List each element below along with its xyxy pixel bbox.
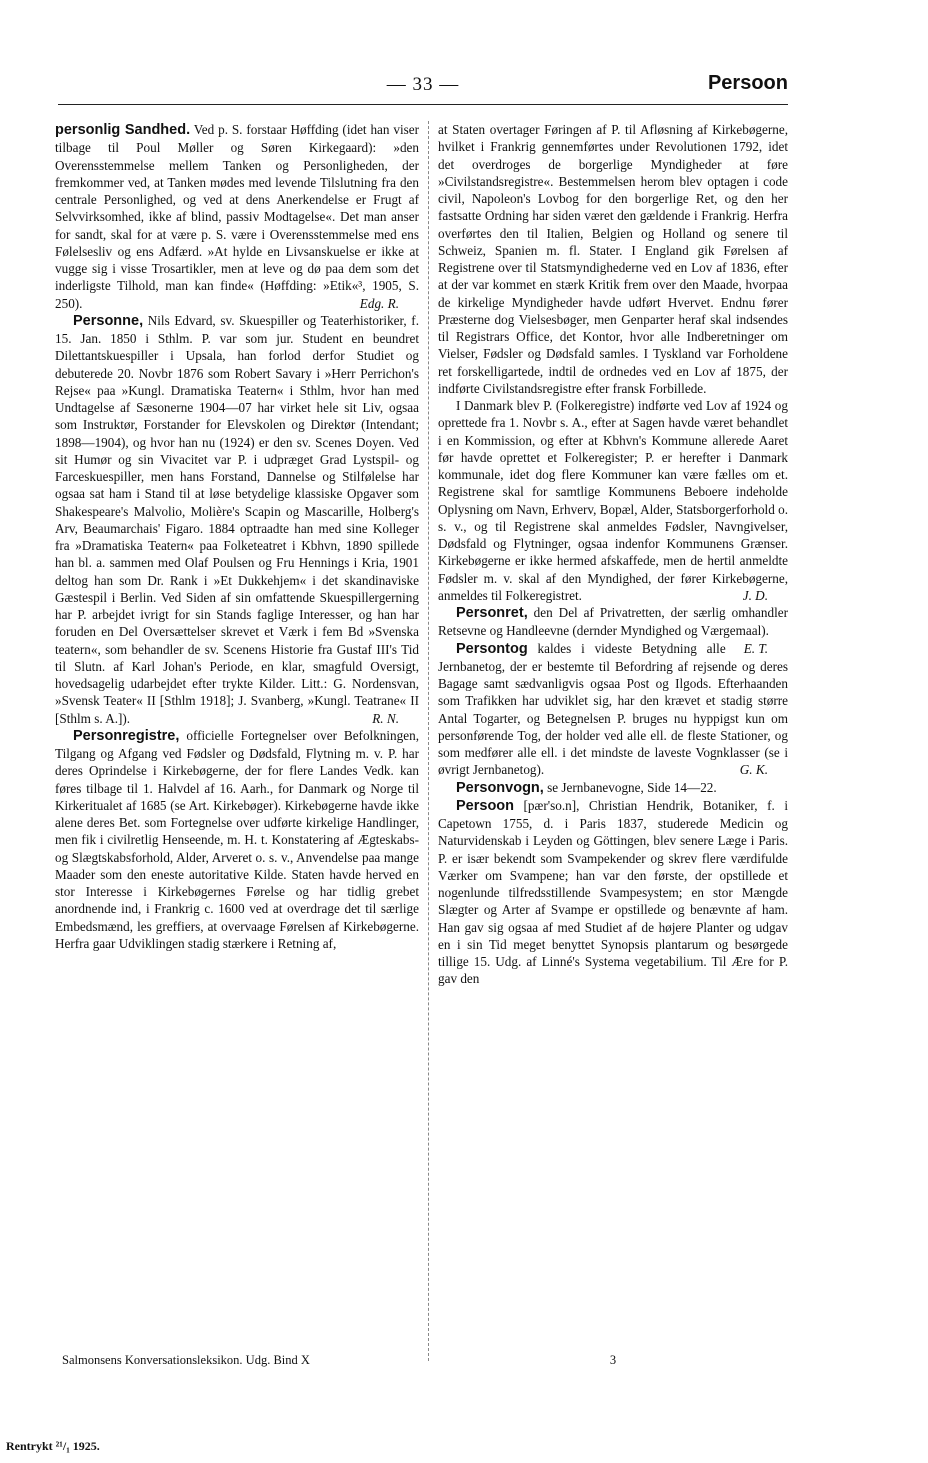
entry-headword: Personregistre,	[73, 727, 180, 744]
entry-text: officielle Fortegnelser over Befolkningen, Tilgang og Afgang ved Fødsler og Dødsfald, Flytning m. v. P. har deres Oprindelse i Kirkebøgerne, der for flere Landes Vedk. kan føres tilbage til 1. Halvdel af 16. Aarh., for Danmark og Norge til Kirkeritualet af 1685 (se Art. Kirkebøger). Kirkebøgerne havde ikke alene deres Bet. som Fortegnelse over udførte kirkelige Handlinger, men fik i civilretlig Henseende, m. H. t. Konstatering af Ægteskabs- og Slægtskabsforhold, Alder, Arveret o. s. v., Anvendelse paa mange Maader som den eneste autoritative Kilde. Staten havde herved en stor Interesse i Kirkebøgernes Førelse og har tidlig grebet anordnende ind, i Frankrig c. 1600 ved at overdrage det til særlige Embedsmænd, les greffiers, at overvaage Førelsen af Kirkebøgerne. Herfra gaar Udviklingen stadig stærkere i Retning af,	[55, 727, 419, 951]
entry-headword: Personret,	[456, 605, 528, 621]
publication-footer: Salmonsens Konversationsleksikon. Udg. Bind X	[62, 1353, 310, 1367]
entry-headword: personlig Sandhed.	[55, 122, 191, 138]
left-column	[55, 121, 419, 952]
entry-paragraph	[55, 121, 419, 312]
page-header	[58, 72, 788, 100]
entry-headword: Personne,	[73, 312, 144, 329]
entry-text: Ved p. S. forstaar Høffding (idet han viser tilbage til Poul Møller og Søren Kirkegaard): »den Overensstemmelse mellem Tanken og Personligheden, der fremkommer ved, at Tanken mødes med levende Tilslutning fra den centrale Personlighed, og ved at dens Anerkendelse er Frugt af Selvvirksomhed, ikke af blind, passiv Modtagelse«. Det man anser for sandt, skal for at være p. S. være i Overensstemmelse med ens Følelsesliv og ens Adfærd. »At hylde en Livsanskuelse er ikke at vugge sig i visse Trosartikler, men at leve og dø paa dem som det inderligste Tilhold, man kan finde« (Høffding: »Etik«³, 1905, S. 250).	[55, 122, 419, 311]
author-signature: J. D.	[742, 587, 768, 603]
author-signature: Edg. R.	[359, 295, 399, 311]
entry-headword: Persontog	[456, 640, 528, 657]
entry-paragraph	[55, 312, 419, 727]
entry-text: Nils Edvard, sv. Skuespiller og Teaterhistoriker, f. 15. Jan. 1850 i Sthlm. P. var som jur. Student en beundret Dilettantskuespiller i Upsala, han forlod derfor Studiet og debuterede 20. Novbr 1876 som Robert Savary i »Herr Perrichon's Rejse« paa »Kungl. Dramatiska Teatern« i Sthlm, hvor han med Undtagelse af Sæsonerne 1904—07 har virket hele sit Liv, ogsaa som Instruktør, Forstander for Elevskolen og Direktør (Intendant; 1898—1904), og hvor han nu (1924) er den sv. Scenes Doyen. Ved sit Humør og sin Vivacitet var P. i udpræget Grad Lystspil- og Farceskuespiller, men hans Forstand, Dannelse og Stilfølelse har ogsaa sat ham i Stand til at løse betydelige klassiske Opgaver som Shakespeare's Malvolio, Molière's Scapin og Mascarille, Holberg's Arv, Beaumarchais' Figaro. 1884 optraadte han med sine Kolleger fra »Dramatiska Teatern« paa Folketeatret i Kbhvn, 1890 spillede han bl. a. sammen med Olaf Poulsen og Fru Hennings i Kria, 1901 deltog han som Dr. Rank i »Et Dukkehjem« i det skandinaviske Gæstespil i Berlin. Ved Siden af sin omfattende Skuespillergerning har P. arbejdet ivrigt for sin Stands faglige Interesser, og han har foruden en Del Oversættelser skrevet et Værk i fem Bd »Svenska teatern«, som behandler de sv. Scenens Historie fra Gustaf III's Tid til Slutn. af Karl Johan's Periode, en klar, smagfuld Oversigt, hovedsagelig udarbejdet efter trykte Kilder. Litt.: G. Nordensvan, »Svensk Teater« II [Sthlm 1918]; J. Svanberg, »Kungl. Teatrane« II [Sthlm s. A.]).	[55, 312, 419, 726]
page-number: — 33 —	[386, 74, 460, 95]
entry-paragraph	[438, 779, 788, 797]
entry-paragraph	[438, 640, 788, 779]
entry-text: se Jernbanevogne, Side 14—22.	[543, 779, 717, 795]
print-note: Rentrykt ²¹/₁ 1925.	[6, 1439, 100, 1453]
author-signature: R. N.	[372, 710, 399, 726]
header-rule	[58, 104, 788, 105]
right-column	[438, 121, 788, 988]
entry-paragraph	[438, 797, 788, 988]
entry-paragraph	[55, 727, 419, 952]
column-divider	[428, 121, 429, 1361]
entry-text: [pær'so.n], Christian Hendrik, Botaniker, f. i Capetown 1755, d. i Paris 1837, studerede Medicin og Naturvidenskab i Leyden og Göttingen, blev senere Læge i Paris. P. er især bekendt som Svampekender og skrev flere værdifulde Værker om Svampene; han var den første, der opstillede et nogenlunde tilfredsstillende Svampesystem; en stor Mængde Slægter og Arter af Svampe er opstillede og benævnte af ham. Han gav sig ogsaa af med Studiet af de højere Planter og udgav en i sin Tid meget benyttet Synopsis plantarum og besørgede tillige 15. Udg. af Linné's Systema vegetabilium. Til Ære for P. gav den	[438, 797, 788, 987]
author-signature: G. K.	[739, 762, 768, 778]
author-signature: E. T.	[743, 640, 768, 656]
entry-headword: Personvogn,	[456, 779, 544, 796]
entry-text: I Danmark blev P. (Folkeregistre) indførte ved Lov af 1924 og oprettede fra 1. Novbr s. A., efter at Sagen havde været behandlet i en Kommission, og efter at Kbhvn's Kommune allerede Aaret før havde oprettet et Folkeregister; P. er herefter i Danmark kommunale, idet dog flere Kommuner kan være fælles om et. Registrene skal for samtlige Kommunens Beboere indeholde Oplysning om Navn, Erhverv, Bopæl, Alder, Statsborgerforhold o. s. v., og til Registrene skal anmeldes Fødsler, Navngivelser, Dødsfald og Flytninger, ogsaa indenfor Kommunens Grænser. Kirkebøgerne er ikke hermed afskaffede, men de hertil anmeldte Fødsler m. v. skal af den Myndighed, der fører Kirkebøgerne, anmeldes til Folkeregistret.	[438, 398, 789, 603]
running-head: Persoon	[707, 72, 788, 94]
entry-text: den Del af Privatretten, der særlig omhandler Retsevne og Handleevne (dernder Myndighed og Værgemaal).	[438, 605, 788, 639]
entry-paragraph	[438, 121, 788, 397]
entry-headword: Persoon	[456, 797, 515, 814]
signature-mark: 3	[609, 1353, 617, 1367]
entry-text: at Staten overtager Føringen af P. til Afløsning af Kirkebøgerne, hvilket i Frankrig gennemførtes under Revolutionen 1792, idet det overdroges de borgerlige Myndigheder at føre »Civilstandsregistre«. Bestemmelsen herom blev optagen i code civil, Napoleon's Lovbog for den borgerlige Ret, og den her fastsatte Ordning har siden været den gældende i Frankrig. Herfra overførtes den til Italien, Belgien og Holland og senere til Schweiz, Spanien m. fl. Stater. I England gik Førelsen af Registrene over til Statsmyndighederne ved en Lov af 1836, efter at der var kommet en stærk Kritik frem over den Maade, hvorpaa de kirkelige Myndigheder havde udført Hvervet. Endnu fører Præsterne dog Vielsesbøger, men Genparter heraf skal indsendes til Registrars Office, det Kontor, hvor alle Indberetninger om Vielser, Fødsler og Dødsfald samles. I Tyskland var Forholdene ret forskelligartede, indtil de ordnedes ved en Lov af 1875, der indførte Civilstandsregistre efter fransk Forbillede.	[438, 122, 788, 396]
entry-text: kaldes i videste Betydning alle Jernbanetog, der er bestemte til Befordring af rejsende og deres Bagage samt sædvanligvis ogsaa Post og Ilgods. Efterhaanden som Trafikken har udviklet sig, har den krævet et stadig større Antal Togarter, og Betegnelsen P. bruges nu hyppigst kun om personførende Tog, der holder ved alle ell. de fleste Stationer, og som medfører alle ell. i det mindste de laveste Vognklasser (se i øvrigt Jernbanetog).	[438, 640, 788, 778]
entry-paragraph	[438, 397, 788, 604]
